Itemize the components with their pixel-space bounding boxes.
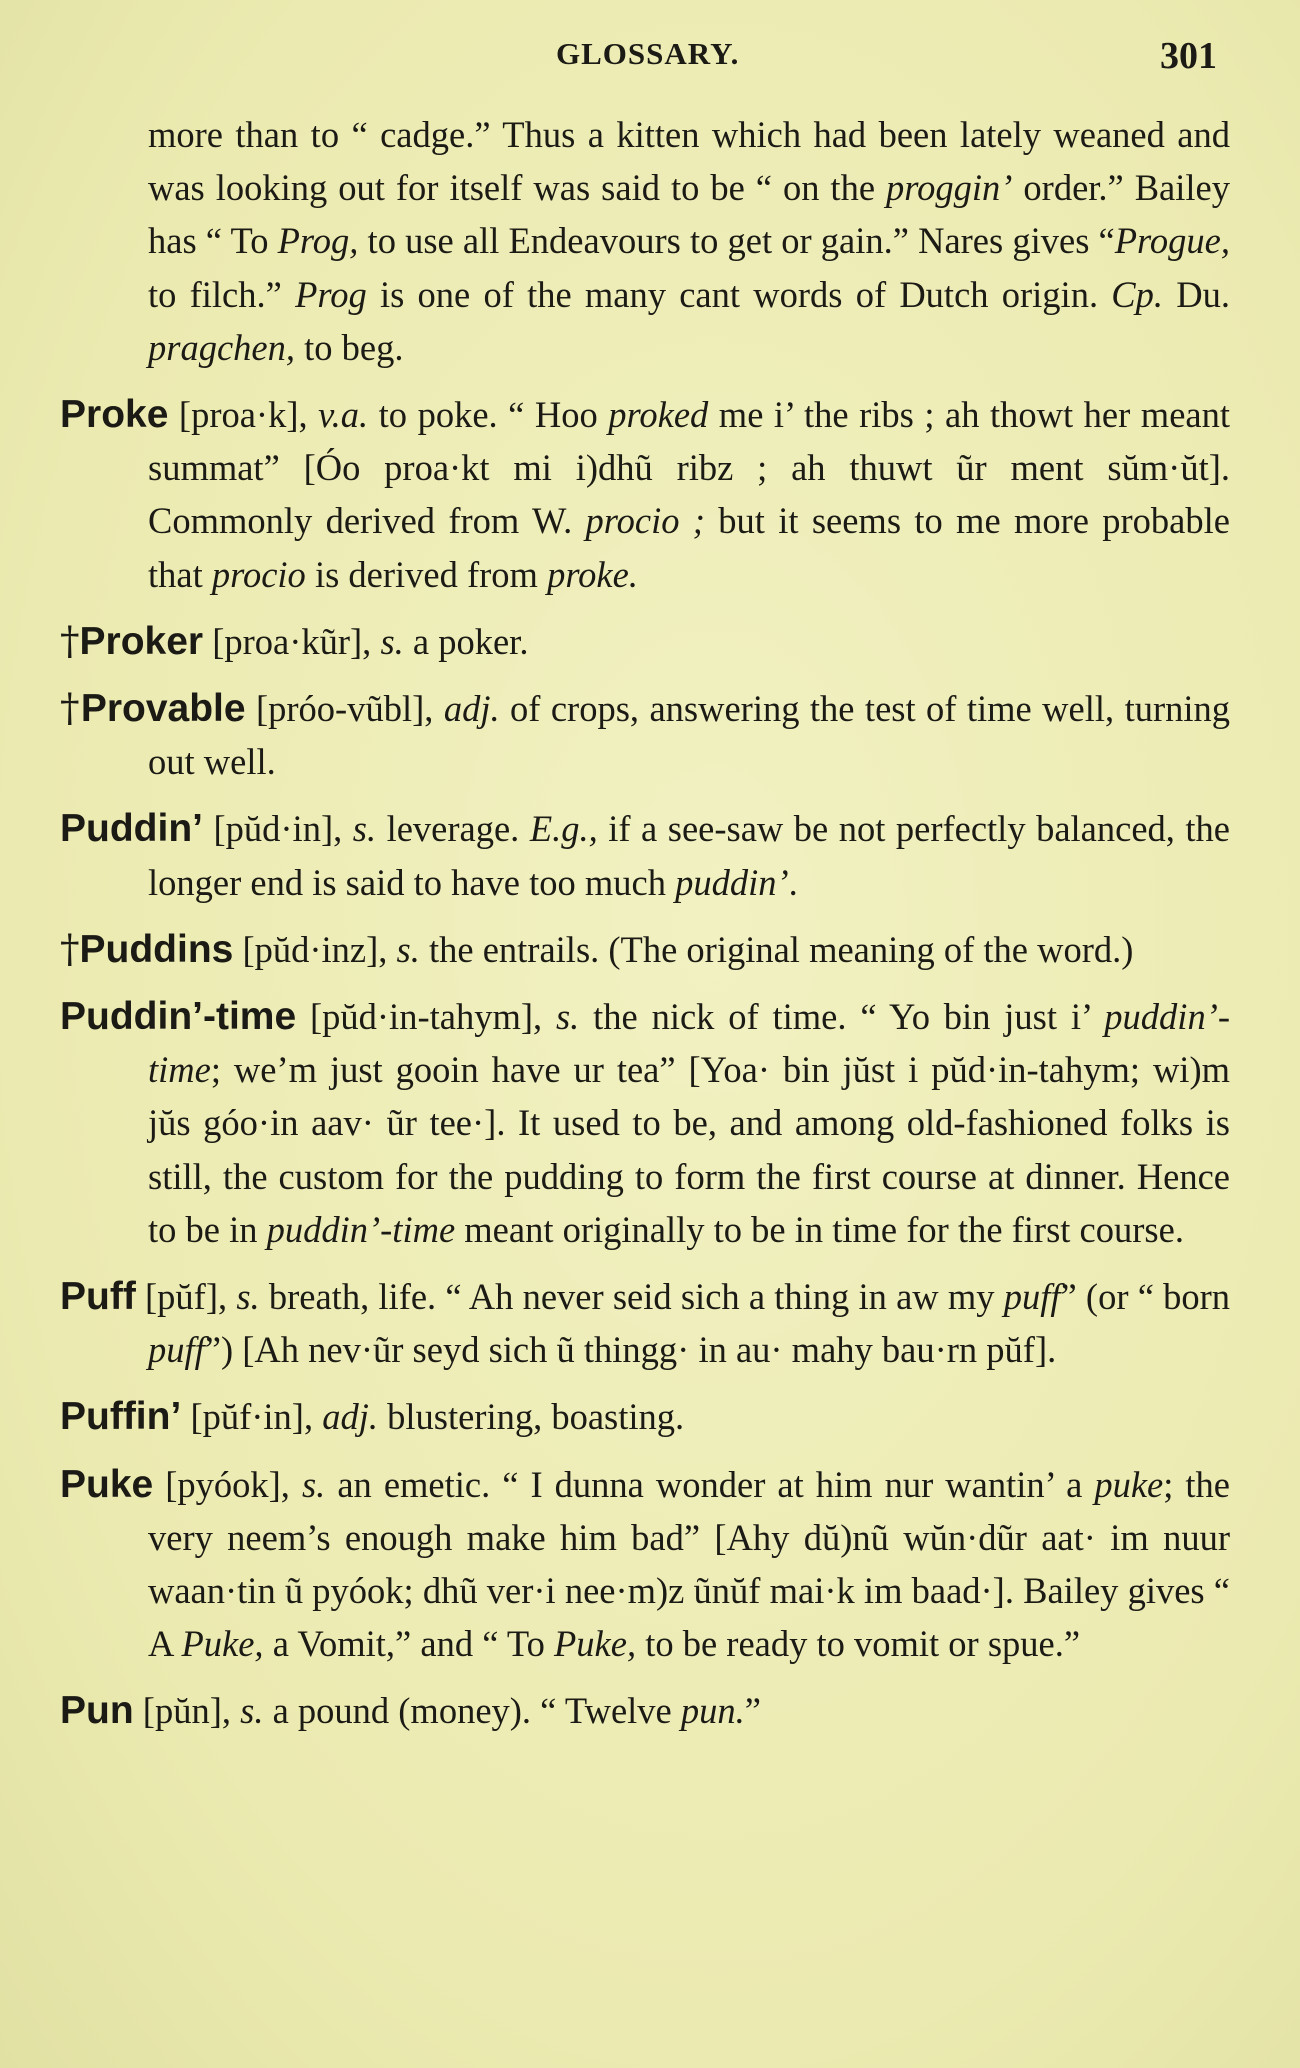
headword: Puff xyxy=(60,1275,136,1319)
headword: Proke xyxy=(60,393,169,437)
entry-pun: Pun [pŭn], s. a pound (money). “ Twelve pun.” xyxy=(60,1689,761,1733)
entry-proke: Proke [proa·k], v.a. to poke. “ Hoo proked me i’ the ribs ; ah thowt her meant summat” [Óo proa·kt mi i)dhũ ribz ; ah thuwt ũr ment sŭm·ŭt]. Commonly derived from W. procio ; but it seems to me more probable that procio is derived from proke. xyxy=(60,393,1230,595)
page-title: GLOSSARY. xyxy=(556,36,740,71)
entry-puke: Puke [pyóok], s. an emetic. “ I dunna wonder at him nur wantin’ a puke; the very neem’s enough make him bad” [Ahy dŭ)nũ wŭn·dũr aat· im nuur waan·tin ũ pyóok; dhũ ver·i nee·m)z ũnŭf mai·k im baad·]. Bailey gives “ A Puke, a Vomit,” and “ To Puke, to be ready to vomit or spue.” xyxy=(60,1462,1230,1665)
running-head xyxy=(0,30,1300,77)
headword: †Puddins xyxy=(60,926,234,972)
entry-proker: †Proker [proa·kũr], s. a poker. xyxy=(60,618,529,664)
headword: Puddin’-time xyxy=(60,995,297,1039)
dagger-mark: † xyxy=(60,686,81,732)
dagger-mark: † xyxy=(60,618,80,664)
entry-provable: †Provable [próo-vũbl], adj. of crops, answering the test of time well, turning out well. xyxy=(60,686,1231,783)
dagger-mark: † xyxy=(60,926,80,972)
headword: Puddin’ xyxy=(60,807,203,851)
entry-puff: Puff [pŭf], s. breath, life. “ Ah never seid sich a thing in aw my puff” (or “ born puff”) [Ah nev·ũr seyd sich ũ thingg· in au· mahy bau·rn pŭf]. xyxy=(60,1275,1231,1371)
headword: †Provable xyxy=(60,686,246,732)
headword: †Proker xyxy=(60,618,204,664)
glossary-body xyxy=(60,108,1230,1752)
headword: Puke xyxy=(60,1462,154,1506)
entry-puddin: Puddin’ [pŭd·in], s. leverage. E.g., if a see-saw be not perfectly balanced, the longer end is said to have too much puddin’. xyxy=(60,807,1230,903)
headword: Puffin’ xyxy=(60,1395,182,1439)
headword: Pun xyxy=(60,1689,134,1733)
page-number: 301 xyxy=(1160,35,1217,77)
entry-continuation: more than to “ cadge.” Thus a kitten which had been lately weaned and was looking out for itself was said to be “ on the proggin’ order.” Bailey has “ To Prog, to use all Endeavours to get or gain.” Nares gives “Progue, to filch.” Prog is one of the many cant words of Dutch origin. Cp. Du. pragchen, to beg. xyxy=(148,114,1230,368)
entry-puddin-time: Puddin’-time [pŭd·in-tahym], s. the nick of time. “ Yo bin just i’ puddin’-time; we’m just gooin have ur tea” [Yoa· bin jŭst i pŭd·in-tahym; wi)m jŭs góo·in aav· ũr tee·]. It used to be, and among old-fashioned folks is still, the custom for the pudding to form the first course at dinner. Hence to be in puddin’-time meant originally to be in time for the first course. xyxy=(60,995,1230,1250)
entry-puffin: Puffin’ [pŭf·in], adj. blustering, boasting. xyxy=(60,1395,685,1439)
entry-puddins: †Puddins [pŭd·inz], s. the entrails. (The original meaning of the word.) xyxy=(60,926,1134,972)
